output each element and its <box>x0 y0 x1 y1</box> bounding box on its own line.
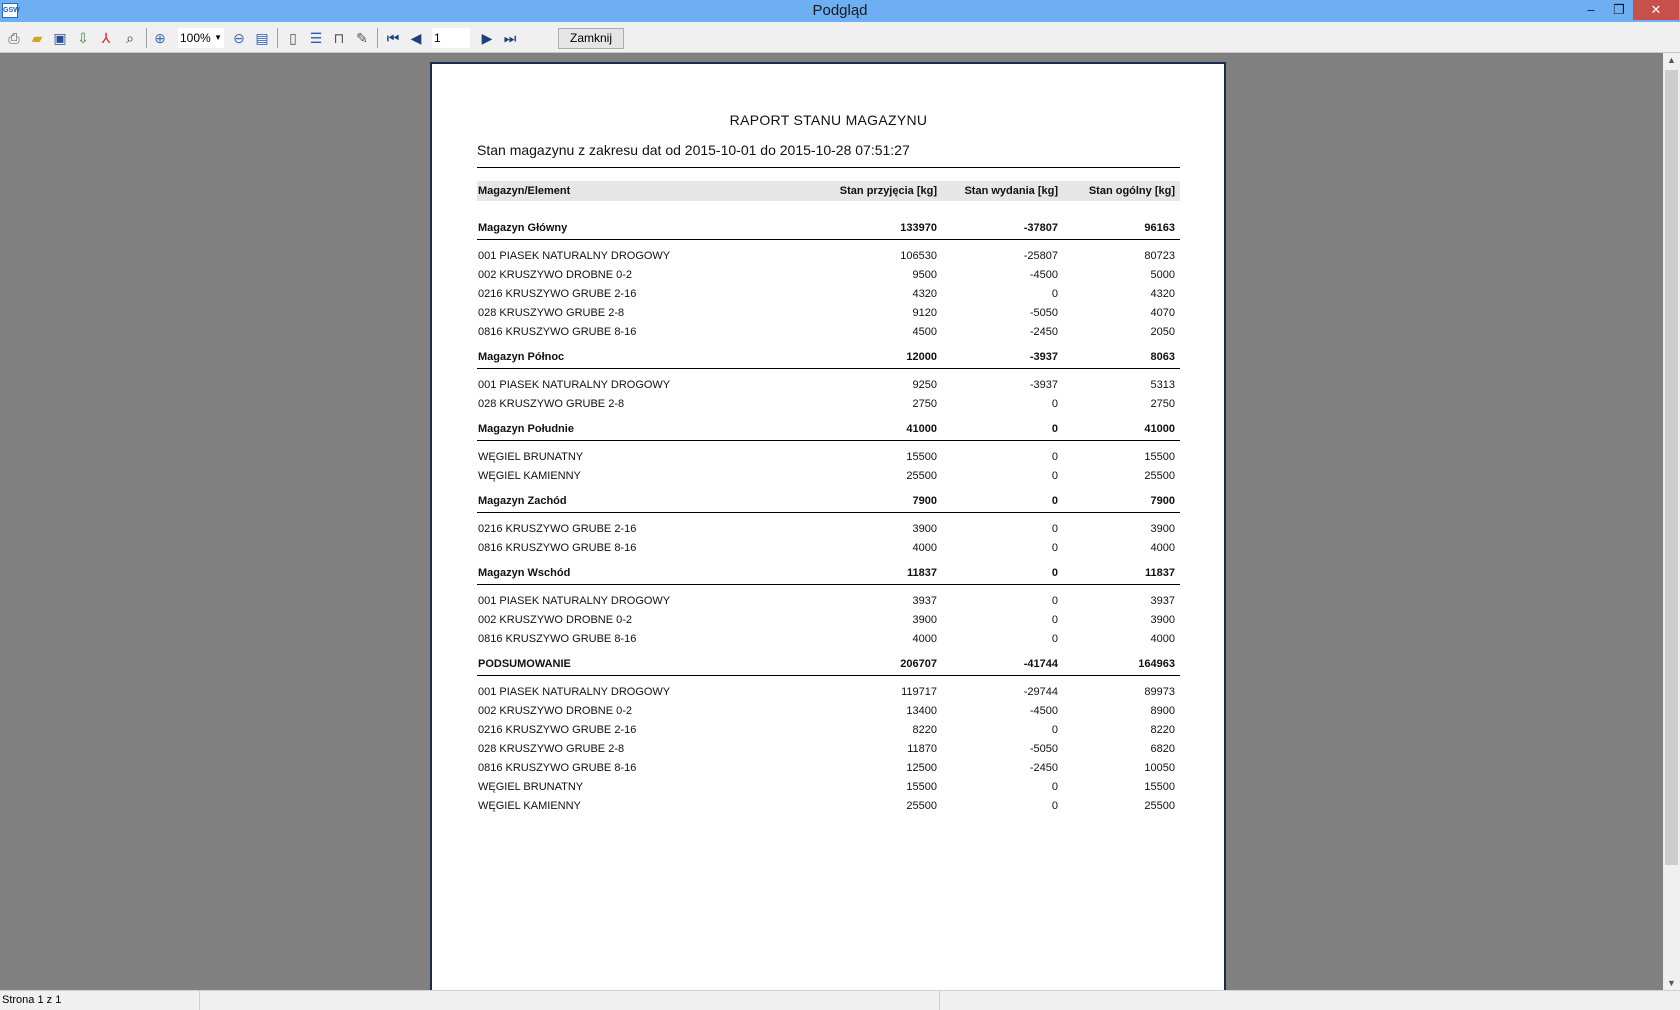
table-row <box>477 682 1180 701</box>
cell: 4320 <box>912 287 937 300</box>
cell: 106530 <box>900 249 937 262</box>
cell: 3937 <box>912 594 937 607</box>
cell: 7900 <box>1150 494 1175 507</box>
book-icon[interactable]: ⊓ <box>333 30 345 46</box>
cell: 11837 <box>907 566 937 579</box>
cell: WĘGIEL BRUNATNY <box>478 780 584 793</box>
cell: 001 PIASEK NATURALNY DROGOWY <box>478 685 671 698</box>
separator <box>277 28 278 48</box>
cell: 0816 KRUSZYWO GRUBE 8-16 <box>478 541 637 554</box>
cell: 0 <box>1051 422 1058 435</box>
group-row <box>477 345 1180 369</box>
scroll-down-icon[interactable]: ▼ <box>1667 978 1676 988</box>
cell: 4000 <box>1150 541 1175 554</box>
group-items <box>477 585 1180 648</box>
cell: Magazyn Główny <box>478 221 568 234</box>
cell: 0 <box>1051 494 1058 507</box>
table-row <box>477 284 1180 303</box>
group-row <box>477 489 1180 513</box>
cell: -41744 <box>1023 657 1058 670</box>
cell: 002 KRUSZYWO DROBNE 0-2 <box>478 704 633 717</box>
last-page-icon[interactable]: ⏭ <box>503 30 517 46</box>
cell: -2450 <box>1029 325 1058 338</box>
column-header: Magazyn/Element <box>478 185 571 197</box>
multi-page-icon[interactable]: ☰ <box>309 30 323 46</box>
cell: 12000 <box>906 350 937 363</box>
cell: 3937 <box>1150 594 1175 607</box>
cell: 002 KRUSZYWO DROBNE 0-2 <box>478 613 633 626</box>
zoom-out-icon[interactable]: ⊖ <box>233 30 245 46</box>
print-icon[interactable]: ⎙ <box>8 30 20 46</box>
cell: 4000 <box>912 632 937 645</box>
cell: 12500 <box>906 761 937 774</box>
title-bar <box>0 0 1680 22</box>
cell: 7900 <box>912 494 937 507</box>
cell: 0 <box>1051 522 1058 535</box>
divider <box>477 167 1180 168</box>
first-page-icon[interactable]: ⏮ <box>386 30 400 46</box>
cell: WĘGIEL BRUNATNY <box>478 450 584 463</box>
cell: 25500 <box>906 799 937 812</box>
status-pane <box>200 991 940 1010</box>
group-items <box>477 369 1180 413</box>
pdf-icon[interactable]: ⅄ <box>101 30 111 46</box>
close-button[interactable]: Zamknij <box>558 28 624 49</box>
cell: 11870 <box>907 742 937 755</box>
cell: Magazyn Północ <box>478 350 565 363</box>
cell: 9500 <box>912 268 937 281</box>
cell: 0 <box>1051 799 1058 812</box>
cell: 001 PIASEK NATURALNY DROGOWY <box>478 378 671 391</box>
table-row <box>477 265 1180 284</box>
cell: 0216 KRUSZYWO GRUBE 2-16 <box>478 723 637 736</box>
zoom-select[interactable] <box>178 28 224 48</box>
report-table <box>477 181 1180 815</box>
find-icon[interactable]: ⌕ <box>126 30 134 46</box>
group-row <box>477 417 1180 441</box>
group-items <box>477 513 1180 557</box>
cell: 25500 <box>906 469 937 482</box>
save-icon[interactable]: ▣ <box>53 30 67 46</box>
cell: 0816 KRUSZYWO GRUBE 8-16 <box>478 761 637 774</box>
cell: Magazyn Wschód <box>478 566 571 579</box>
table-row <box>477 758 1180 777</box>
group-row <box>477 216 1180 240</box>
column-header: Stan przyjęcia [kg] <box>839 185 937 197</box>
cell: 028 KRUSZYWO GRUBE 2-8 <box>478 397 625 410</box>
cell: 001 PIASEK NATURALNY DROGOWY <box>478 249 671 262</box>
cell: WĘGIEL KAMIENNY <box>478 469 581 482</box>
cell: -29744 <box>1023 685 1058 698</box>
page-number-input[interactable]: 1 <box>432 28 470 48</box>
separator <box>146 28 147 48</box>
table-row <box>477 466 1180 485</box>
minimize-button[interactable]: – <box>1587 2 1595 17</box>
cell: -3937 <box>1029 378 1058 391</box>
next-page-icon[interactable]: ▶ <box>481 30 493 46</box>
single-page-icon[interactable]: ▯ <box>289 30 297 46</box>
cell: 25500 <box>1144 799 1175 812</box>
cell: -2450 <box>1029 761 1058 774</box>
cell: 2050 <box>1150 325 1175 338</box>
page-info: Strona 1 z 1 <box>0 991 200 1010</box>
cell: 133970 <box>900 221 937 234</box>
cell: 15500 <box>906 450 937 463</box>
table-row <box>477 720 1180 739</box>
cell: 4000 <box>1150 632 1175 645</box>
table-row <box>477 322 1180 341</box>
report-title: RAPORT STANU MAGAZYNU <box>729 112 928 128</box>
cell: Magazyn Południe <box>478 422 574 435</box>
cell: 4070 <box>1150 306 1175 319</box>
cell: 4320 <box>1150 287 1175 300</box>
column-header: Stan wydania [kg] <box>964 185 1058 197</box>
cell: 6820 <box>1150 742 1175 755</box>
cell: -3937 <box>1029 350 1058 363</box>
cell: 119717 <box>901 685 937 698</box>
cell: 5000 <box>1150 268 1175 281</box>
cell: 15500 <box>906 780 937 793</box>
cell: 8220 <box>912 723 937 736</box>
app-logo: GSW <box>2 3 18 18</box>
table-row <box>477 303 1180 322</box>
toolbar <box>0 22 1680 53</box>
cell: 2750 <box>1150 397 1175 410</box>
cell: 11837 <box>1145 566 1175 579</box>
cell: 25500 <box>1144 469 1175 482</box>
table-row <box>477 701 1180 720</box>
cell: 0 <box>1051 632 1058 645</box>
cell: 0 <box>1051 541 1058 554</box>
status-bar <box>0 990 1680 1010</box>
cell: 8063 <box>1150 350 1175 363</box>
group-row <box>477 561 1180 585</box>
group-items <box>477 441 1180 485</box>
cell: 028 KRUSZYWO GRUBE 2-8 <box>478 306 625 319</box>
export-icon[interactable]: ⇩ <box>77 30 89 46</box>
cell: -37807 <box>1023 221 1058 234</box>
group-items <box>477 676 1180 815</box>
table-row <box>477 447 1180 466</box>
zoom-in-icon[interactable]: ⊕ <box>154 30 166 46</box>
cell: 0216 KRUSZYWO GRUBE 2-16 <box>478 522 637 535</box>
cell: 80723 <box>1144 249 1175 262</box>
report-subtitle: Stan magazynu z zakresu dat od 2015-10-01 do 2015-10-28 07:51:27 <box>477 142 910 158</box>
close-window-button[interactable]: ✕ <box>1633 0 1679 20</box>
table-row <box>477 610 1180 629</box>
cell: -25807 <box>1023 249 1058 262</box>
cell: 3900 <box>1150 613 1175 626</box>
zoom-value: 100% <box>180 31 211 45</box>
scroll-up-icon[interactable]: ▲ <box>1667 55 1676 65</box>
cell: 0 <box>1051 723 1058 736</box>
cell: 41000 <box>1144 422 1175 435</box>
cell: 3900 <box>912 613 937 626</box>
cell: 0 <box>1051 594 1058 607</box>
cell: 0216 KRUSZYWO GRUBE 2-16 <box>478 287 637 300</box>
cell: 41000 <box>906 422 937 435</box>
edit-icon[interactable]: ✎ <box>356 30 368 46</box>
cell: 001 PIASEK NATURALNY DROGOWY <box>478 594 671 607</box>
cell: 0816 KRUSZYWO GRUBE 8-16 <box>478 632 637 645</box>
cell: WĘGIEL KAMIENNY <box>478 799 581 812</box>
cell: -4500 <box>1029 268 1058 281</box>
cell: 5313 <box>1150 378 1175 391</box>
cell: 206707 <box>900 657 937 670</box>
cell: 0 <box>1051 566 1058 579</box>
table-row <box>477 629 1180 648</box>
table-row <box>477 591 1180 610</box>
table-row <box>477 796 1180 815</box>
group-items <box>477 240 1180 341</box>
group-row <box>477 652 1180 676</box>
cell: -5050 <box>1029 306 1058 319</box>
cell: 0 <box>1051 450 1058 463</box>
cell: 8220 <box>1150 723 1175 736</box>
cell: 0816 KRUSZYWO GRUBE 8-16 <box>478 325 637 338</box>
cell: -4500 <box>1029 704 1058 717</box>
cell: 028 KRUSZYWO GRUBE 2-8 <box>478 742 625 755</box>
table-row <box>477 394 1180 413</box>
cell: 0 <box>1051 780 1058 793</box>
table-row <box>477 519 1180 538</box>
cell: Magazyn Zachód <box>478 494 567 507</box>
cell: 89973 <box>1144 685 1175 698</box>
cell: 9120 <box>912 306 937 319</box>
table-header <box>477 181 1180 201</box>
table-row <box>477 777 1180 796</box>
cell: -5050 <box>1029 742 1058 755</box>
cell: 3900 <box>912 522 937 535</box>
report-page <box>430 62 1226 992</box>
table-row <box>477 538 1180 557</box>
prev-page-icon[interactable]: ◀ <box>410 30 422 46</box>
page-width-icon[interactable]: ▤ <box>255 30 269 46</box>
cell: 10050 <box>1144 761 1175 774</box>
scrollbar-thumb[interactable] <box>1665 70 1678 865</box>
cell: 8900 <box>1150 704 1175 717</box>
cell: 3900 <box>1150 522 1175 535</box>
cell: 0 <box>1051 287 1058 300</box>
cell: 15500 <box>1144 780 1175 793</box>
vertical-scrollbar[interactable] <box>1663 53 1680 990</box>
cell: 164963 <box>1138 657 1175 670</box>
cell: 2750 <box>912 397 937 410</box>
cell: 4500 <box>912 325 937 338</box>
restore-button[interactable]: ❐ <box>1613 2 1625 17</box>
cell: PODSUMOWANIE <box>478 657 571 670</box>
column-header: Stan ogólny [kg] <box>1088 185 1175 197</box>
open-icon[interactable]: ▰ <box>31 30 43 46</box>
cell: 0 <box>1051 397 1058 410</box>
cell: 9250 <box>912 378 937 391</box>
separator <box>377 28 378 48</box>
cell: 4000 <box>912 541 937 554</box>
cell: 002 KRUSZYWO DROBNE 0-2 <box>478 268 633 281</box>
cell: 15500 <box>1144 450 1175 463</box>
table-row <box>477 375 1180 394</box>
table-row <box>477 739 1180 758</box>
cell: 13400 <box>906 704 937 717</box>
cell: 96163 <box>1144 221 1175 234</box>
cell: 0 <box>1051 469 1058 482</box>
window-title: Podgląd <box>812 2 868 19</box>
chevron-down-icon: ▼ <box>214 33 222 42</box>
cell: 0 <box>1051 613 1058 626</box>
table-row <box>477 246 1180 265</box>
